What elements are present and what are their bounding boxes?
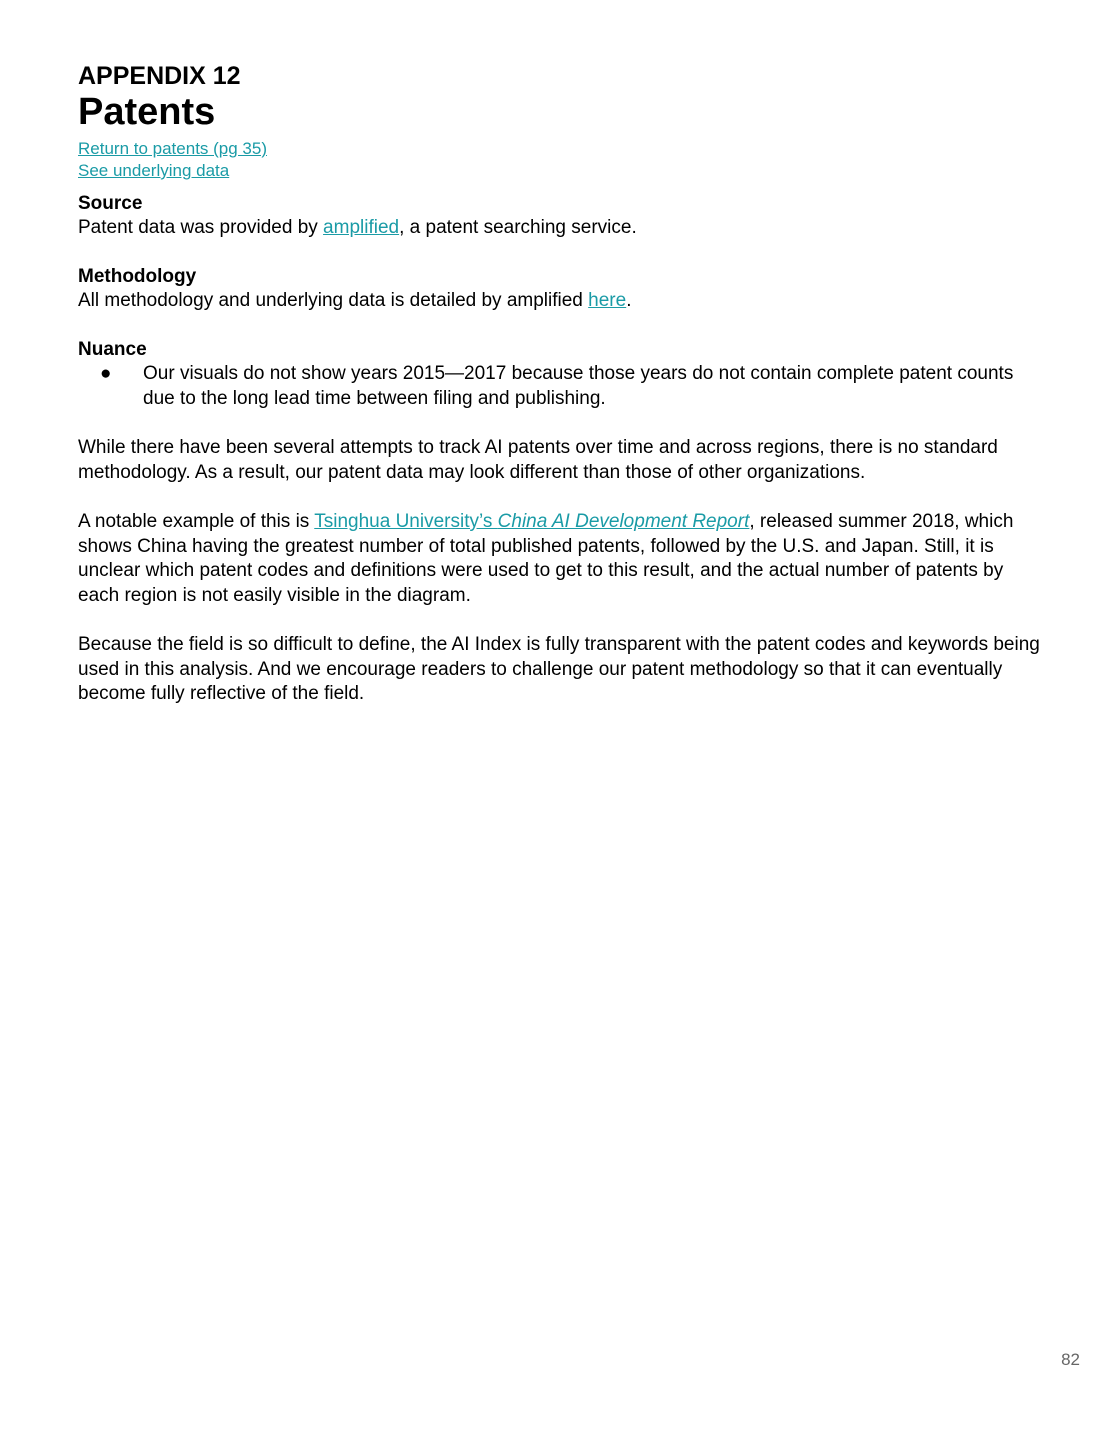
tsinghua-link-text: Tsinghua University’s (314, 510, 498, 532)
nuance-heading: Nuance (78, 339, 147, 361)
source-heading: Source (78, 193, 143, 214)
page-number: 82 (1061, 1350, 1080, 1369)
return-to-patents-link[interactable]: Return to patents (pg 35) (78, 139, 268, 158)
methodology-text-end: . (626, 290, 632, 312)
nuance-section (78, 338, 1043, 411)
nav-links (78, 138, 1043, 182)
paragraph-tsinghua-end: , released summer 2018, which shows China having the greatest number of total published patents, followed by the U.S. and Japan. Still, it is unclear which patent codes and definitions were used to get to this result, and the actual number of patents by each region is not easily visible in the diagram. (78, 510, 1014, 606)
bullet-icon: ● (100, 363, 112, 385)
tsinghua-report-title: China AI Development Report (497, 510, 750, 532)
methodology-text-start: All methodology and underlying data is detailed by amplified (78, 290, 589, 312)
paragraph-transparency: Because the field is so difficult to define, the AI Index is fully transparent with the patent codes and keywords being used in this analysis. And we encourage readers to challenge our patent methodology so that it can eventually become fully reflective of the field. (78, 633, 1040, 705)
see-underlying-data-link[interactable]: See underlying data (78, 161, 230, 180)
list-item (78, 362, 1043, 411)
methodology-heading: Methodology (78, 266, 197, 288)
methodology-section (78, 265, 1043, 314)
document-page (78, 62, 1043, 731)
source-section (78, 192, 1043, 241)
page-title: Patents (78, 91, 216, 133)
source-text-start: Patent data was provided by (78, 217, 324, 238)
paragraph-tsinghua-example (78, 510, 1043, 608)
tsinghua-report-link[interactable] (314, 511, 749, 532)
methodology-text (78, 289, 1043, 314)
source-text-end: , a patent searching service. (399, 217, 637, 238)
paragraph-methodology-comparison: While there have been several attempts to track AI patents over time and across regions, there is no standard methodology. As a result, our patent data may look different than those of other organizations. (78, 437, 998, 483)
nuance-bullet-list (78, 362, 1043, 411)
amplified-link[interactable]: amplified (323, 217, 400, 238)
source-text (78, 216, 1043, 241)
bullet-text: Our visuals do not show years 2015—2017 because those years do not contain complete patent counts due to the long lead time between filing and publishing. (143, 363, 1014, 409)
paragraph-tsinghua-start: A notable example of this is (78, 510, 315, 532)
appendix-label: APPENDIX 12 (78, 62, 241, 90)
methodology-here-link[interactable]: here (588, 290, 627, 312)
